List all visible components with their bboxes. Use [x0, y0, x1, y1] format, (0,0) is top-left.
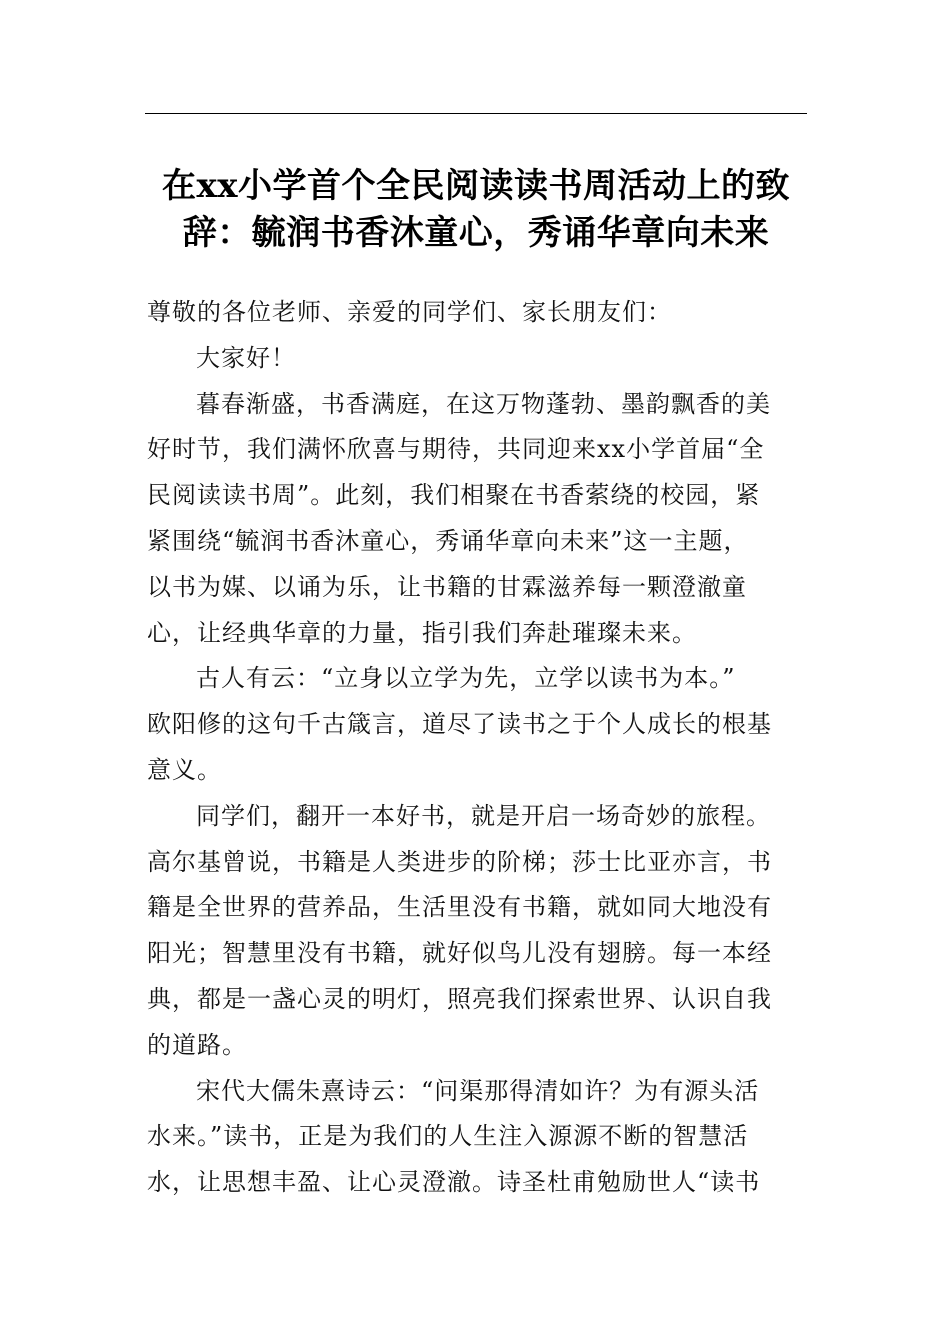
body-line: 籍是全世界的营养品，生活里没有书籍，就如同大地没有	[147, 893, 772, 922]
body-line: 典，都是一盏心灵的明灯，照亮我们探索世界、认识自我	[147, 984, 772, 1013]
salutation: 尊敬的各位老师、亲爱的同学们、家长朋友们：	[147, 298, 672, 326]
body-line: 的道路。	[147, 1030, 247, 1059]
body-line: 高尔基曾说，书籍是人类进步的阶梯；莎士比亚亦言，书	[147, 847, 772, 876]
body-line: 同学们，翻开一本好书，就是开启一场奇妙的旅程。	[196, 801, 771, 830]
body-line: 意义。	[147, 755, 222, 784]
body-line: 欧阳修的这句千古箴言，道尽了读书之于个人成长的根基	[147, 710, 772, 739]
header-rule	[145, 113, 807, 114]
document-body	[147, 290, 787, 1206]
body-line: 心，让经典华章的力量，指引我们奔赴璀璨未来。	[147, 618, 697, 647]
body-line: 民阅读读书周”。此刻，我们相聚在书香萦绕的校园，紧	[147, 481, 761, 510]
title-line: 在xx小学首个全民阅读读书周活动上的致	[161, 166, 791, 206]
body-line: 阳光；智慧里没有书籍，就好似鸟儿没有翅膀。每一本经	[147, 939, 772, 968]
body-line: 以书为媒、以诵为乐，让书籍的甘霖滋养每一颗澄澈童	[147, 572, 747, 601]
greeting: 大家好！	[196, 343, 296, 372]
document-title	[140, 163, 812, 257]
body-line: 好时节，我们满怀欣喜与期待，共同迎来xx小学首届“全	[147, 435, 765, 464]
body-line: 暮春渐盛，书香满庭，在这万物蓬勃、墨韵飘香的美	[196, 389, 771, 418]
body-line: 紧围绕“毓润书香沐童心，秀诵华章向未来”这一主题，	[147, 526, 749, 555]
body-line: 宋代大儒朱熹诗云：“问渠那得清如许？为有源头活	[196, 1076, 760, 1105]
body-line: 古人有云：“立身以立学为先，立学以读书为本。”	[196, 664, 736, 693]
title-line: 辞：毓润书香沐童心，秀诵华章向未来	[182, 213, 770, 253]
body-line: 水来。”读书，正是为我们的人生注入源源不断的智慧活	[147, 1122, 749, 1151]
body-line: 水，让思想丰盈、让心灵澄澈。诗圣杜甫勉励世人“读书	[147, 1168, 761, 1197]
